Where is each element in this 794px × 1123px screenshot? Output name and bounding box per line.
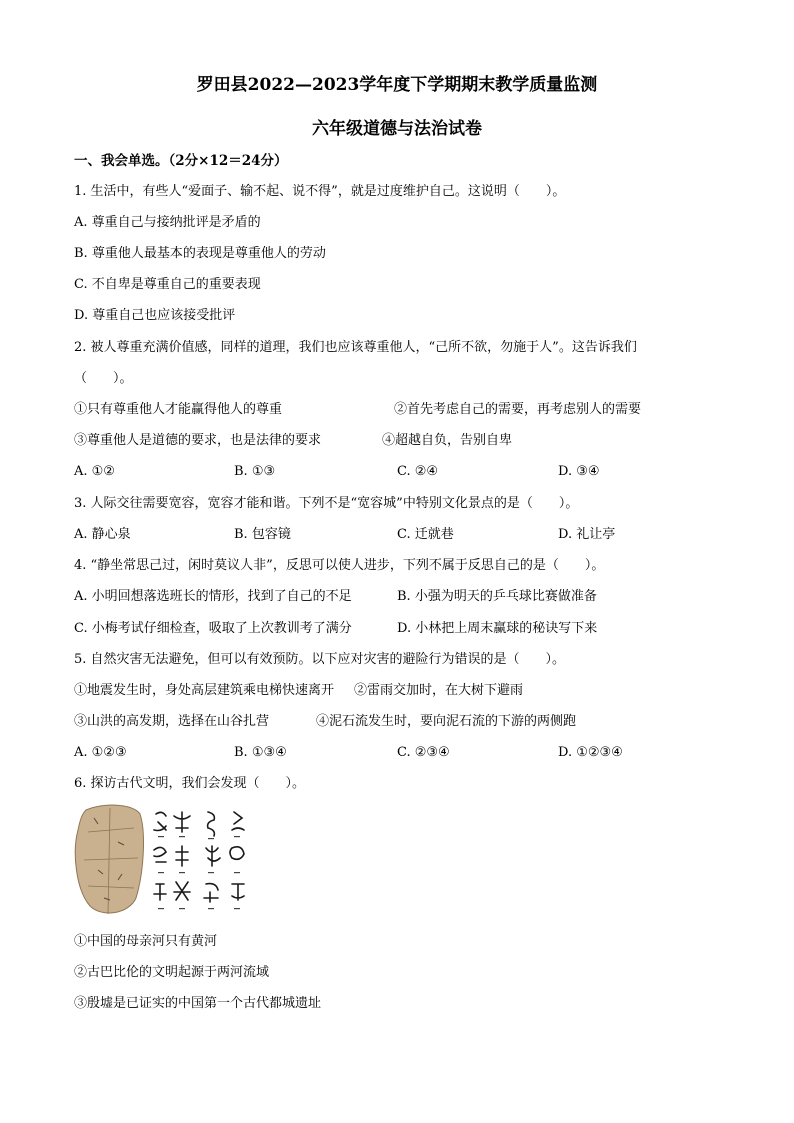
question-4-option-a: A. 小明回想落选班长的情形，找到了自己的不足 bbox=[74, 589, 352, 604]
question-2-statement-4: ④超越自负，告别自卑 bbox=[382, 433, 513, 448]
question-3-stem: 3. 人际交往需要宽容，宽容才能和谐。下列不是“宽容城”中特别文化景点的是（ ）。 bbox=[74, 496, 579, 511]
question-5-stem: 5. 自然灾害无法避免，但可以有效预防。以下应对灾害的避险行为错误的是（ ）。 bbox=[74, 652, 566, 667]
question-2-option-a: A. ①② bbox=[74, 464, 115, 479]
question-1-option-d: D. 尊重自己也应该接受批评 bbox=[74, 308, 236, 323]
question-4-option-b: B. 小强为明天的乒乓球比赛做准备 bbox=[397, 589, 597, 604]
question-1-option-a: A. 尊重自己与接纳批评是矛盾的 bbox=[74, 215, 261, 230]
question-3-option-b: B. 包容镜 bbox=[234, 527, 291, 542]
question-2-statement-3: ③尊重他人是道德的要求，也是法律的要求 bbox=[74, 433, 322, 448]
section-heading: 一、我会单选。（2分×12＝24分） bbox=[74, 153, 288, 169]
question-5-statement-4: ④泥石流发生时，要向泥石流的下游的两侧跑 bbox=[316, 714, 577, 729]
question-5-option-c: C. ②③④ bbox=[397, 745, 450, 760]
question-2-statement-1: ①只有尊重他人才能赢得他人的尊重 bbox=[74, 402, 283, 417]
question-2-stem: 2. 被人尊重充满价值感，同样的道理，我们也应该尊重他人，“己所不欲，勿施于人”。这告诉我们 bbox=[74, 340, 637, 355]
exam-title: 罗田县2022—2023学年度下学期期末教学质量监测 bbox=[196, 75, 598, 95]
ancient-glyphs bbox=[154, 812, 244, 902]
question-2-stem-cont: （ ）。 bbox=[74, 371, 133, 386]
question-6-stem: 6. 探访古代文明，我们会发现（ ）。 bbox=[74, 776, 306, 791]
question-4-option-d: D. 小林把上周末赢球的秘诀写下来 bbox=[397, 621, 598, 636]
question-5-statement-2: ②雷雨交加时，在大树下避雨 bbox=[354, 683, 524, 698]
question-4-option-c: C. 小梅考试仔细检查，吸取了上次教训考了满分 bbox=[74, 621, 352, 636]
question-2-option-d: D. ③④ bbox=[558, 464, 600, 479]
question-5-statement-1: ①地震发生时，身处高层建筑乘电梯快速离开 bbox=[74, 683, 335, 698]
question-2-option-c: C. ②④ bbox=[397, 464, 439, 479]
question-1-option-b: B. 尊重他人最基本的表现是尊重他人的劳动 bbox=[74, 246, 326, 261]
question-2-statement-2: ②首先考虑自己的需要，再考虑别人的需要 bbox=[394, 402, 642, 417]
question-5-statement-3: ③山洪的高发期，选择在山谷扎营 bbox=[74, 714, 270, 729]
question-2-option-b: B. ①③ bbox=[234, 464, 276, 479]
question-4-stem: 4. “静坐常思己过，闲时莫议人非”，反思可以使人进步，下列不属于反思自己的是（ ）。 bbox=[74, 558, 605, 573]
question-3-option-a: A. 静心泉 bbox=[74, 527, 131, 542]
glyph-captions bbox=[158, 836, 240, 909]
question-3-option-d: D. 礼让亭 bbox=[558, 527, 616, 542]
oracle-bone-illustration bbox=[74, 802, 252, 920]
question-1-stem: 1. 生活中，有些人“爱面子、输不起、说不得”，就是过度维护自己。这说明（ ）。 bbox=[74, 184, 566, 199]
question-5-option-b: B. ①③④ bbox=[234, 745, 287, 760]
question-1-option-c: C. 不自卑是尊重自己的重要表现 bbox=[74, 277, 261, 292]
oracle-bone-figure bbox=[74, 802, 252, 920]
exam-subtitle: 六年级道德与法治试卷 bbox=[312, 119, 482, 139]
question-5-option-a: A. ①②③ bbox=[74, 745, 127, 760]
question-6-statement-2: ②古巴比伦的文明起源于两河流域 bbox=[74, 965, 270, 980]
question-6-statement-3: ③殷墟是已证实的中国第一个古代都城遗址 bbox=[74, 996, 322, 1011]
question-3-option-c: C. 迁就巷 bbox=[397, 527, 454, 542]
question-5-option-d: D. ①②③④ bbox=[558, 745, 623, 760]
question-6-statement-1: ①中国的母亲河只有黄河 bbox=[74, 934, 218, 949]
